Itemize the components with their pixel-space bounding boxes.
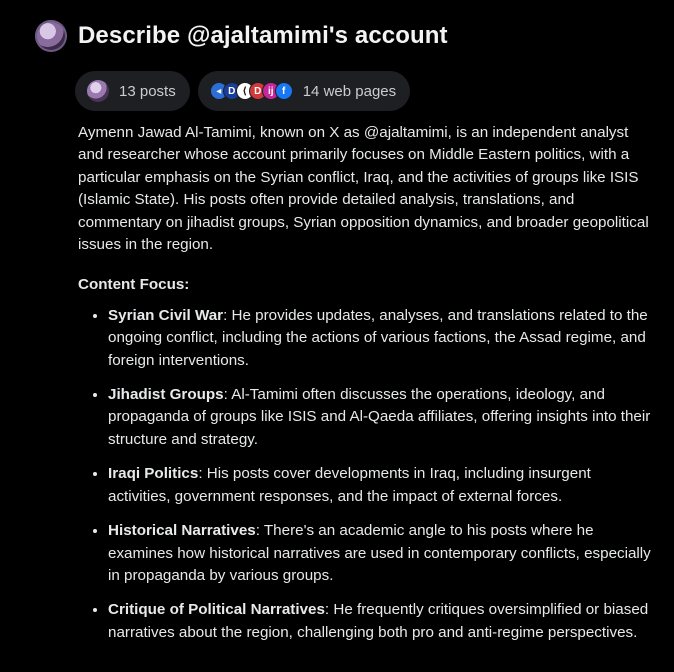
list-item bbox=[108, 599, 653, 644]
posts-chip[interactable] bbox=[75, 71, 190, 111]
list-item-title: Iraqi Politics bbox=[108, 465, 199, 483]
list-item-title: Jihadist Groups bbox=[108, 386, 224, 404]
query-header bbox=[35, 20, 448, 52]
list-item-text: : There's an academic angle to his posts where he examines how historical narratives are used in contemporary conflicts, especially in propaganda by various groups. bbox=[108, 522, 651, 584]
user-avatar bbox=[35, 20, 67, 52]
site-d-icon: D bbox=[223, 82, 241, 100]
list-item-title: Critique of Political Narratives bbox=[108, 601, 325, 619]
sources-bar bbox=[75, 71, 410, 111]
megaphone-icon: ◂ bbox=[210, 82, 228, 100]
web-pages-count-label: 14 web pages bbox=[302, 82, 397, 100]
facebook-icon: f bbox=[275, 82, 293, 100]
site-d2-icon: D bbox=[249, 82, 267, 100]
list-item-title: Syrian Civil War bbox=[108, 306, 224, 324]
list-item bbox=[108, 463, 653, 508]
list-item bbox=[108, 384, 653, 451]
list-item-text: : Al-Tamimi often discusses the operations, ideology, and propaganda of groups like ISIS and Al-Qaeda affiliates, offering insights into their structure and strategy. bbox=[108, 386, 651, 448]
section-heading: Content Focus: bbox=[78, 276, 190, 294]
focus-list bbox=[78, 305, 653, 644]
posts-count-label: 13 posts bbox=[119, 82, 176, 100]
list-item bbox=[108, 305, 653, 372]
web-pages-chip[interactable] bbox=[198, 71, 410, 111]
list-item-text: : He frequently critiques oversimplified or biased narratives about the region, challenging both pro and anti-regime perspectives. bbox=[108, 601, 649, 641]
intro-paragraph: Aymenn Jawad Al-Tamimi, known on X as @ajaltamimi, is an independent analyst and researcher whose account primarily focuses on Middle Eastern politics, with a particular emphasis on the Syrian conflict, Iraq, and the activities of groups like ISIS (Islamic State). His posts often provide detailed analysis, translations, and commentary on jihadist groups, Syrian opposition dynamics, and broader geopolitical issues in the region. bbox=[78, 124, 649, 254]
list-item bbox=[108, 520, 653, 587]
account-avatar-icon bbox=[87, 80, 109, 102]
bracket-icon: ⟨ bbox=[236, 82, 254, 100]
list-item-text: : He provides updates, analyses, and translations related to the ongoing conflict, including the actions of various factions, the Assad regime, and foreign interventions. bbox=[108, 306, 648, 369]
response-body bbox=[78, 122, 653, 656]
list-item-title: Historical Narratives bbox=[108, 522, 256, 540]
favicon-stack bbox=[210, 82, 293, 100]
query-title: Describe @ajaltamimi's account bbox=[78, 22, 448, 49]
site-ij-icon: ij bbox=[262, 82, 280, 100]
list-item-text: : His posts cover developments in Iraq, including insurgent activities, government responses, and the impact of external forces. bbox=[108, 465, 591, 505]
